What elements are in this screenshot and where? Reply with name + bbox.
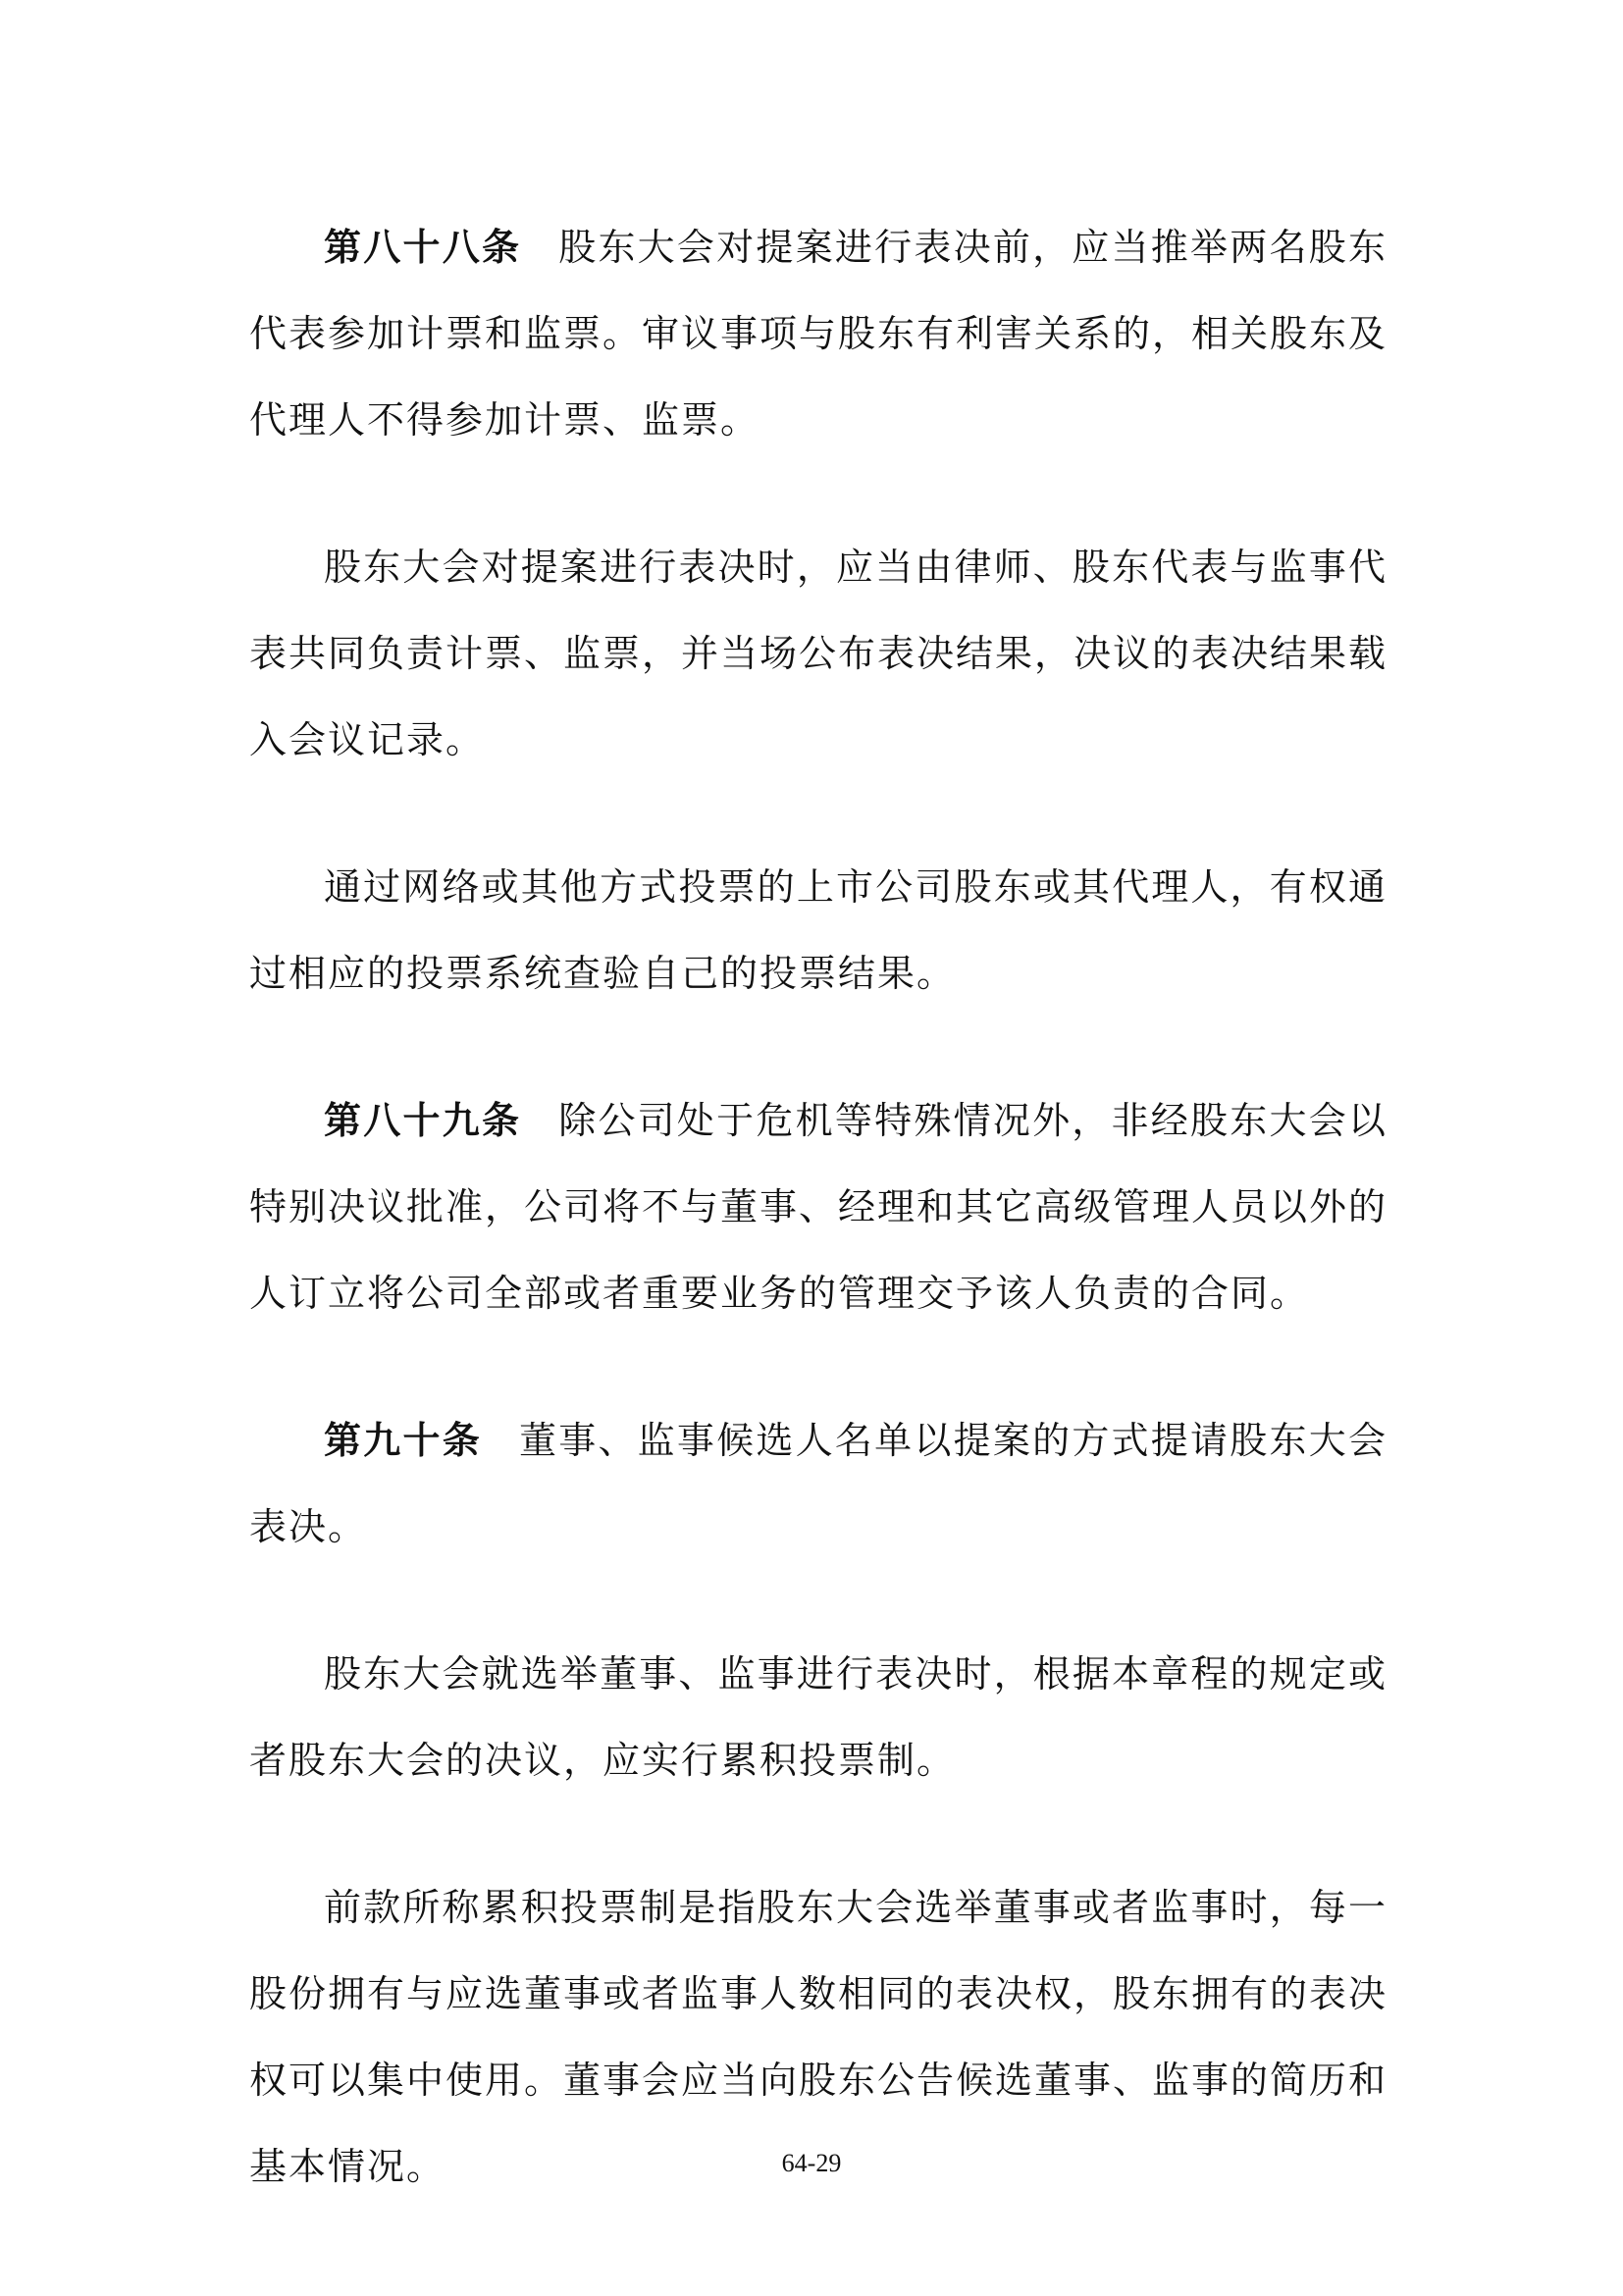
cumulative-voting-paragraph <box>249 1631 1387 1803</box>
vote-counting-paragraph <box>249 524 1387 783</box>
article-89-paragraph <box>249 1077 1387 1336</box>
article-90-text: 董事、监事候选人名单以提案的方式提请股东大会表决。 <box>249 1419 1387 1548</box>
article-88-label: 第八十八条 <box>324 225 522 269</box>
page-number: 64-29 <box>781 2149 842 2177</box>
cumulative-voting-definition-text: 前款所称累积投票制是指股东大会选举董事或者监事时，每一股份拥有与应选董事或者监事人数相同的表决权，股东拥有的表决权可以集中使用。董事会应当向股东公告候选董事、监事的简历和基本情况。 <box>249 1886 1388 2188</box>
article-90-label: 第九十条 <box>324 1418 482 1462</box>
online-voting-paragraph <box>249 844 1387 1017</box>
article-89-text: 除公司处于危机等特殊情况外，非经股东大会以特别决议批准，公司将不与董事、经理和其它高级管理人员以外的人订立将公司全部或者重要业务的管理交予该人负责的合同。 <box>249 1099 1388 1315</box>
article-88-paragraph <box>249 204 1387 463</box>
online-voting-text: 通过网络或其他方式投票的上市公司股东或其代理人，有权通过相应的投票系统查验自己的投票结果。 <box>249 865 1387 995</box>
article-88-text: 股东大会对提案进行表决前，应当推举两名股东代表参加计票和监票。审议事项与股东有利害关系的，相关股东及代理人不得参加计票、监票。 <box>249 226 1388 442</box>
document-body <box>249 204 1387 2270</box>
cumulative-voting-text: 股东大会就选举董事、监事进行表决时，根据本章程的规定或者股东大会的决议，应实行累积投票制。 <box>249 1652 1387 1782</box>
article-90-paragraph <box>249 1397 1387 1570</box>
vote-counting-text: 股东大会对提案进行表决时，应当由律师、股东代表与监事代表共同负责计票、监票，并当场公布表决结果，决议的表决结果载入会议记录。 <box>249 546 1388 761</box>
article-89-label: 第八十九条 <box>324 1098 522 1142</box>
